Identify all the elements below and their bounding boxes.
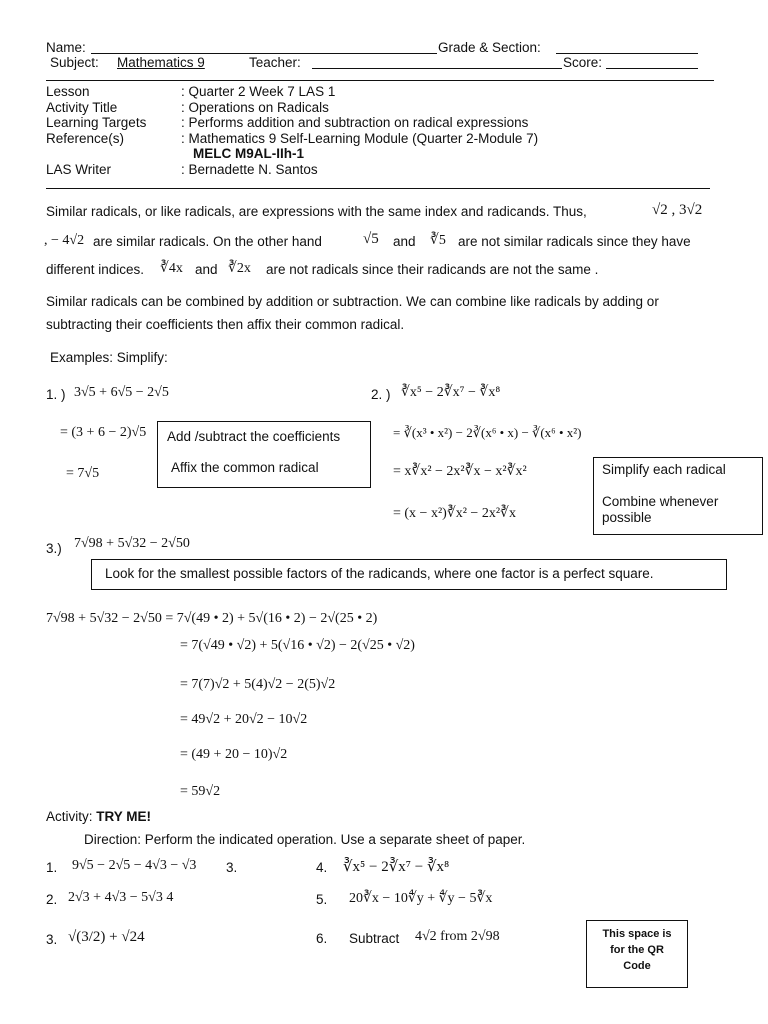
math-expression: = 49√2 + 20√2 − 10√2 bbox=[180, 712, 308, 727]
intro-text: Similar radicals can be combined by addition or subtraction. We can combine like radicals by adding or bbox=[46, 294, 659, 309]
math-expression: = x∛x² − 2x²∛x − x²∛x² bbox=[393, 464, 527, 479]
intro-text: and bbox=[393, 234, 416, 249]
hint-text: Combine whenever bbox=[602, 494, 719, 509]
activity-label-text: Activity: bbox=[46, 809, 93, 824]
intro-text: Similar radicals, or like radicals, are expressions with the same index and radicands. Thus, bbox=[46, 204, 587, 219]
item-expression: 20∛x − 10∜y + ∜y − 5∛x bbox=[349, 891, 493, 906]
score-label: Score: bbox=[563, 55, 603, 70]
math-expression: = (49 + 20 − 10)√2 bbox=[180, 747, 288, 762]
grade-label: Grade & Section: bbox=[438, 40, 541, 55]
item-expression: 4√2 from 2√98 bbox=[415, 929, 500, 944]
item-number: 2. bbox=[46, 892, 58, 907]
math-expression: = 7√5 bbox=[66, 466, 100, 481]
header-divider bbox=[46, 80, 714, 81]
teacher-label: Teacher: bbox=[249, 55, 301, 70]
examples-title: Examples: Simplify: bbox=[50, 350, 168, 365]
intro-text: and bbox=[195, 262, 218, 277]
info-value: : Performs addition and subtraction on radical expressions bbox=[181, 115, 529, 130]
math-expression: = 7(√49 • √2) + 5(√16 • √2) − 2(√25 • √2) bbox=[180, 638, 415, 653]
item-expression: √(3/2) + √24 bbox=[68, 929, 145, 945]
info-label: Learning Targets bbox=[46, 115, 147, 130]
name-label: Name: bbox=[46, 40, 86, 55]
item-number: 5. bbox=[316, 892, 328, 907]
math-expression: = (x − x²)∛x² − 2x²∛x bbox=[393, 506, 516, 521]
item-expression: 2√3 + 4√3 − 5√3 4 bbox=[68, 890, 174, 905]
intro-text: different indices. bbox=[46, 262, 145, 277]
example-number: 2. ) bbox=[371, 387, 391, 402]
item-number: 4. bbox=[316, 860, 328, 875]
hint-text: possible bbox=[602, 510, 652, 525]
math-expression: , − 4√2 bbox=[44, 233, 85, 248]
melc-code: MELC M9AL-IIh-1 bbox=[193, 146, 304, 161]
qr-text: Code bbox=[623, 960, 651, 972]
item-extra: Subtract bbox=[349, 931, 400, 946]
math-expression: = ∛(x³ • x²) − 2∛(x⁶ • x) − ∛(x⁶ • x²) bbox=[393, 425, 582, 440]
info-divider bbox=[46, 188, 710, 189]
math-expression: √5 bbox=[363, 231, 379, 247]
math-expression: ∛x⁵ − 2∛x⁷ − ∛x⁸ bbox=[401, 385, 501, 400]
math-expression: = 7(7)√2 + 5(4)√2 − 2(5)√2 bbox=[180, 677, 336, 692]
hint-text: Affix the common radical bbox=[171, 460, 319, 475]
hint-box-coefficients bbox=[157, 421, 371, 488]
info-value: : Operations on Radicals bbox=[181, 100, 329, 115]
intro-text: are similar radicals. On the other hand bbox=[93, 234, 322, 249]
math-expression: 7√98 + 5√32 − 2√50 = 7√(49 • 2) + 5√(16 • 2) − 2√(25 • 2) bbox=[46, 611, 378, 626]
grade-field[interactable] bbox=[556, 53, 698, 54]
info-label: Lesson bbox=[46, 84, 90, 99]
hint-text: Add /subtract the coefficients bbox=[167, 429, 341, 444]
info-label: Reference(s) bbox=[46, 131, 125, 146]
subject-label: Subject: bbox=[50, 55, 99, 70]
math-expression: ∛5 bbox=[430, 233, 446, 248]
activity-direction: Direction: Perform the indicated operation. Use a separate sheet of paper. bbox=[84, 832, 526, 847]
math-expression: = (3 + 6 − 2)√5 bbox=[60, 425, 147, 440]
hint-text: Simplify each radical bbox=[602, 462, 726, 477]
qr-text: for the QR bbox=[610, 944, 664, 956]
intro-text: are not similar radicals since they have bbox=[458, 234, 691, 249]
name-field[interactable] bbox=[91, 53, 437, 54]
hint-text: Look for the smallest possible factors of the radicands, where one factor is a perfect square. bbox=[105, 566, 654, 581]
example-number: 3.) bbox=[46, 541, 62, 556]
info-value: : Bernadette N. Santos bbox=[181, 162, 318, 177]
intro-text: are not radicals since their radicands are not the same . bbox=[266, 262, 599, 277]
math-expression: 3√5 + 6√5 − 2√5 bbox=[74, 385, 169, 400]
math-expression: 7√98 + 5√32 − 2√50 bbox=[74, 536, 190, 551]
item-number: 1. bbox=[46, 860, 58, 875]
math-expression: √2 , 3√2 bbox=[652, 202, 703, 218]
item-number: 6. bbox=[316, 931, 328, 946]
item-number: 3. bbox=[46, 932, 58, 947]
info-value: : Quarter 2 Week 7 LAS 1 bbox=[181, 84, 336, 99]
math-expression: ∛2x bbox=[228, 261, 251, 276]
hint-box-simplify bbox=[593, 457, 763, 535]
info-label: LAS Writer bbox=[46, 162, 112, 177]
score-field[interactable] bbox=[606, 68, 698, 69]
qr-code-placeholder bbox=[586, 920, 688, 988]
item-expression: 9√5 − 2√5 − 4√3 − √3 bbox=[72, 858, 197, 873]
subject-value: Mathematics 9 bbox=[117, 55, 205, 70]
math-expression: = 59√2 bbox=[180, 784, 221, 799]
intro-text: subtracting their coefficients then affix their common radical. bbox=[46, 317, 405, 332]
activity-title: TRY ME! bbox=[96, 809, 152, 824]
math-expression: ∛4x bbox=[160, 261, 183, 276]
info-value: : Mathematics 9 Self-Learning Module (Quarter 2-Module 7) bbox=[181, 131, 539, 146]
hint-box-factors bbox=[91, 559, 727, 590]
info-label: Activity Title bbox=[46, 100, 118, 115]
example-number: 1. ) bbox=[46, 387, 66, 402]
qr-text: This space is bbox=[602, 928, 672, 940]
teacher-field[interactable] bbox=[312, 68, 562, 69]
item-extra: 3. bbox=[226, 860, 238, 875]
item-expression: ∛x⁵ − 2∛x⁷ − ∛x⁸ bbox=[343, 859, 450, 875]
activity-label bbox=[46, 809, 151, 824]
